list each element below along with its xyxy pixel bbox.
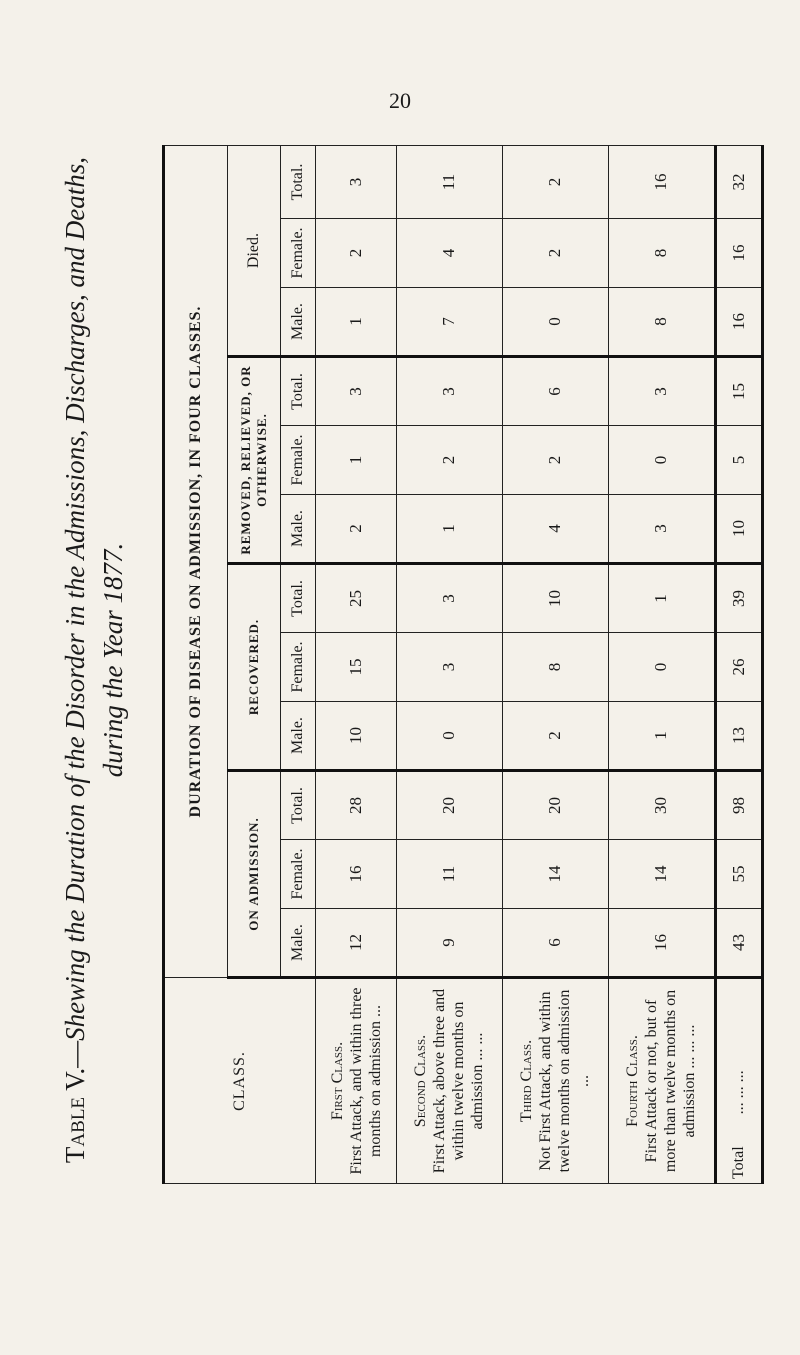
class-cell	[316, 978, 397, 1184]
leader-dots: ... ...	[469, 1032, 487, 1061]
value-cell: 8	[608, 288, 715, 357]
class-name: Second Class.	[412, 1034, 430, 1128]
subhead-male: Male.	[281, 495, 316, 564]
value-cell: 14	[608, 840, 715, 909]
value-cell: 20	[397, 771, 503, 840]
leader-dots: ...	[366, 1005, 384, 1017]
table-row	[316, 146, 397, 1184]
total-row	[716, 146, 763, 1184]
value-cell: 7	[397, 288, 503, 357]
subhead-female: Female.	[281, 840, 316, 909]
value-cell: 2	[502, 146, 608, 219]
value-cell: 3	[608, 357, 715, 426]
value-cell: 1	[316, 426, 397, 495]
value-cell: 2	[502, 702, 608, 771]
total-value-cell: 26	[716, 633, 763, 702]
total-value-cell: 98	[716, 771, 763, 840]
value-cell: 3	[397, 357, 503, 426]
class-name: Third Class.	[518, 1039, 536, 1123]
value-cell: 3	[608, 495, 715, 564]
subhead-male: Male.	[281, 288, 316, 357]
value-cell: 0	[397, 702, 503, 771]
value-cell: 28	[316, 771, 397, 840]
leader-dots: ...	[575, 1075, 593, 1087]
subhead-female: Female.	[281, 426, 316, 495]
total-value-cell: 39	[716, 564, 763, 633]
value-cell: 1	[397, 495, 503, 564]
value-cell: 6	[502, 357, 608, 426]
class-description: First Attack, above three and within twelve months on admission	[431, 988, 487, 1174]
subhead-female: Female.	[281, 219, 316, 288]
class-name: First Class.	[328, 1041, 346, 1121]
class-description: First Attack or not, but of more than twelve months on admission	[643, 989, 699, 1173]
class-name: Fourth Class.	[624, 1035, 642, 1127]
subhead-male: Male.	[281, 702, 316, 771]
caption-text: Shewing the Duration of the Disorder in the Admissions, Discharges, and Deaths, during the Year 1877.	[60, 156, 128, 1041]
total-value-cell: 16	[716, 288, 763, 357]
value-cell: 2	[502, 426, 608, 495]
value-cell: 16	[316, 840, 397, 909]
value-cell: 15	[316, 633, 397, 702]
value-cell: 10	[502, 564, 608, 633]
group-removed: REMOVED, RELIEVED, OR OTHERWISE.	[228, 357, 281, 564]
value-cell: 16	[608, 146, 715, 219]
total-value-cell: 13	[716, 702, 763, 771]
value-cell: 11	[397, 146, 503, 219]
value-cell: 2	[502, 219, 608, 288]
value-cell: 0	[502, 288, 608, 357]
value-cell: 14	[502, 840, 608, 909]
total-value-cell: 32	[716, 146, 763, 219]
total-value-cell: 5	[716, 426, 763, 495]
value-cell: 9	[397, 909, 503, 978]
value-cell: 3	[397, 633, 503, 702]
value-cell: 2	[397, 426, 503, 495]
class-description: Not First Attack, and within twelve months on admission	[537, 989, 574, 1173]
value-cell: 4	[502, 495, 608, 564]
group-recovered: RECOVERED.	[228, 564, 281, 771]
value-cell: 30	[608, 771, 715, 840]
total-label: Total	[730, 1146, 747, 1179]
value-cell: 20	[502, 771, 608, 840]
subhead-total: Total.	[281, 357, 316, 426]
value-cell: 2	[316, 219, 397, 288]
class-cell	[502, 978, 608, 1184]
value-cell: 12	[316, 909, 397, 978]
value-cell: 1	[316, 288, 397, 357]
value-cell: 16	[608, 909, 715, 978]
subhead-male: Male.	[281, 909, 316, 978]
main-heading: DURATION OF DISEASE ON ADMISSION, IN FOUR CLASSES.	[164, 146, 228, 978]
class-cell	[608, 978, 715, 1184]
group-on-admission: ON ADMISSION.	[228, 771, 281, 978]
table-caption	[56, 140, 176, 1180]
value-cell: 0	[608, 633, 715, 702]
page-number: 20	[389, 88, 411, 113]
subhead-total: Total.	[281, 146, 316, 219]
total-value-cell: 10	[716, 495, 763, 564]
table-row	[502, 146, 608, 1184]
duration-table-frame	[162, 146, 764, 1184]
value-cell: 8	[608, 219, 715, 288]
value-cell: 1	[608, 564, 715, 633]
value-cell: 2	[316, 495, 397, 564]
table-row	[608, 146, 715, 1184]
class-cell	[397, 978, 503, 1184]
leader-dots: ... ... ...	[681, 1024, 699, 1069]
total-value-cell: 16	[716, 219, 763, 288]
value-cell: 6	[502, 909, 608, 978]
value-cell: 3	[397, 564, 503, 633]
table-row	[397, 146, 503, 1184]
caption-lead: Table V.—	[60, 1040, 90, 1164]
subhead-total: Total.	[281, 564, 316, 633]
duration-table	[162, 145, 764, 1184]
table-body	[316, 146, 763, 1184]
value-cell: 10	[316, 702, 397, 771]
value-cell: 4	[397, 219, 503, 288]
total-value-cell: 43	[716, 909, 763, 978]
value-cell: 3	[316, 357, 397, 426]
value-cell: 3	[316, 146, 397, 219]
total-label-cell	[716, 978, 763, 1184]
total-value-cell: 55	[716, 840, 763, 909]
class-heading: CLASS.	[164, 978, 316, 1184]
subhead-female: Female.	[281, 633, 316, 702]
value-cell: 25	[316, 564, 397, 633]
value-cell: 8	[502, 633, 608, 702]
group-died: Died.	[228, 146, 281, 357]
leader-dots: ... ... ...	[730, 1070, 747, 1115]
value-cell: 11	[397, 840, 503, 909]
value-cell: 1	[608, 702, 715, 771]
class-description: First Attack, and within three months on admission	[347, 987, 384, 1175]
subhead-total: Total.	[281, 771, 316, 840]
value-cell: 0	[608, 426, 715, 495]
total-value-cell: 15	[716, 357, 763, 426]
